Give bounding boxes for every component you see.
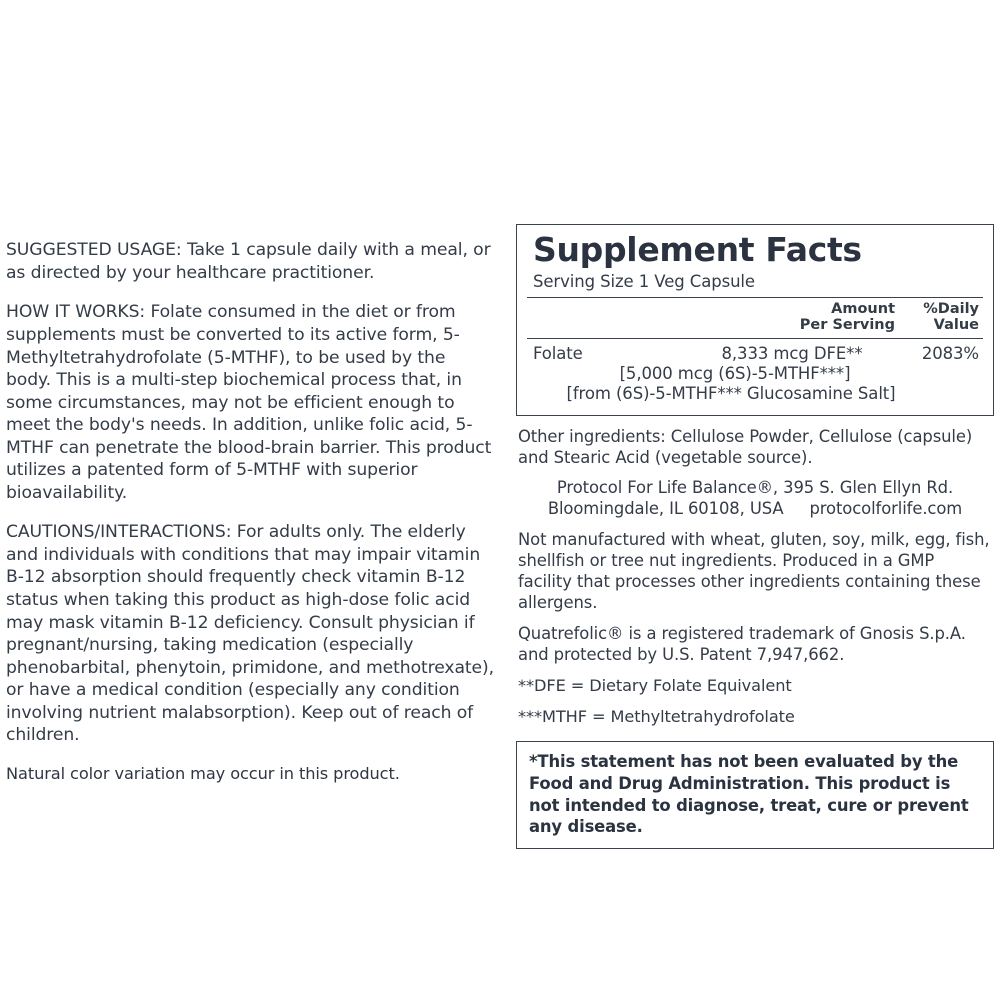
amount-header-line1: Amount	[831, 300, 895, 317]
cautions-paragraph	[6, 521, 494, 746]
fda-disclaimer-box: *This statement has not been evaluated by the Food and Drug Administration. This product is not intended to diagnose, treat, cure or prevent any disease.	[516, 741, 994, 849]
trademark-note: Quatrefolic® is a registered trademark of Gnosis S.p.A. and protected by U.S. Patent 7,947,662.	[518, 624, 966, 665]
nutrient-subline-2: [from (6S)-5-MTHF*** Glucosamine Salt]	[566, 384, 896, 404]
address-line	[518, 498, 992, 519]
dfe-footnote: **DFE = Dietary Folate Equivalent	[518, 676, 792, 696]
facts-rule-bottom	[516, 415, 994, 416]
amount-header-line2: Per Serving	[799, 316, 895, 333]
serving-size-line: Serving Size 1 Veg Capsule	[533, 271, 755, 291]
company-line: Protocol For Life Balance®, 395 S. Glen Ellyn Rd.	[556, 478, 954, 498]
cautions-text: For adults only. The elderly and individuals with conditions that may impair vitamin B-12 absorption should frequently check vitamin B-12 status when taking this product as high-dose folic acid may mask vitamin B-12 deficiency. Consult physician if pregnant/nursing, taking medication (especially phenobarbital, phenytoin, primidone, and methotrexate), or have a medical condition (especially any condition involving nutrient malabsorption). Keep out of reach of children.	[6, 522, 494, 746]
suggested-usage-text: Take 1 capsule daily with a meal, or as directed by your healthcare practitioner.	[6, 240, 491, 283]
supplement-facts-box	[516, 224, 994, 415]
nutrient-amount: 8,333 mcg DFE**	[721, 344, 863, 364]
right-panel-column	[516, 224, 994, 849]
amount-per-serving-header	[745, 301, 895, 333]
suggested-usage-paragraph	[6, 239, 494, 284]
allergen-note: Not manufactured with wheat, gluten, soy, milk, egg, fish, shellfish or tree nut ingredients. Produced in a GMP facility that processes other ingredients containing these allergens.	[518, 530, 990, 613]
how-it-works-label: HOW IT WORKS:	[6, 302, 146, 323]
how-it-works-paragraph	[6, 301, 494, 504]
suggested-usage-label: SUGGESTED USAGE:	[6, 240, 182, 261]
mthf-footnote: ***MTHF = Methyltetrahydrofolate	[518, 707, 795, 727]
supplement-facts-title: Supplement Facts	[533, 230, 862, 269]
left-text-column	[6, 222, 494, 800]
how-it-works-text: Folate consumed in the diet or from supplements must be converted to its active form, 5-Methyltetrahydrofolate (5-MTHF), to be used by the body. This is a multi-step biochemical process that, in some circumstances, may not be efficient enough to meet the body's needs. In addition, unlike folic acid, 5-MTHF can penetrate the blood-brain barrier. This product utilizes a patented form of 5-MTHF with superior bioavailability.	[6, 302, 492, 503]
website-link[interactable]: protocolforlife.com	[809, 499, 963, 519]
address-text: Bloomingdale, IL 60108, USA	[547, 499, 784, 519]
dv-header-line1: %Daily	[923, 300, 979, 317]
facts-column-headers	[527, 298, 983, 336]
nutrient-subline-1: [5,000 mcg (6S)-5-MTHF***]	[619, 364, 851, 384]
nutrient-daily-value: 2083%	[921, 344, 979, 364]
other-ingredients-note: Other ingredients: Cellulose Powder, Cellulose (capsule) and Stearic Acid (vegetable source).	[518, 427, 973, 468]
dv-header-line2: Value	[933, 316, 979, 333]
nutrient-name: Folate	[533, 344, 583, 364]
right-notes-block	[516, 426, 994, 727]
daily-value-header	[913, 301, 979, 333]
cautions-label: CAUTIONS/INTERACTIONS:	[6, 522, 232, 543]
natural-color-note: Natural color variation may occur in this product.	[6, 763, 400, 783]
table-row	[527, 339, 983, 363]
